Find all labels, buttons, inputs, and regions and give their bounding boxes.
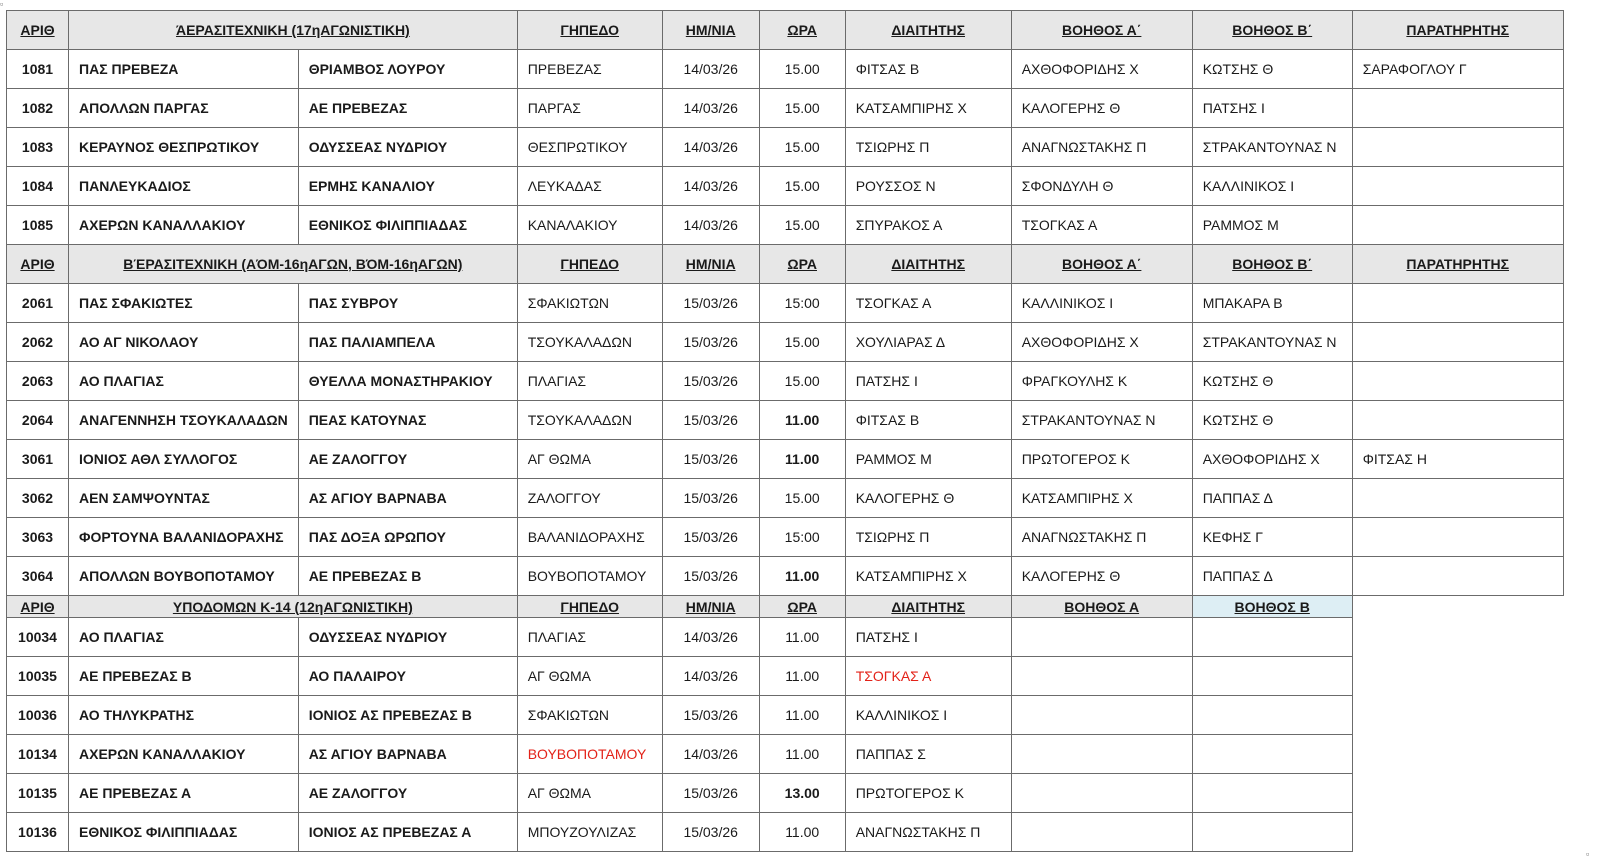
col-header-competition: ΒΈΡΑΣΙΤΕΧΝΙΚΗ (ΑΌΜ-16ηΑΓΩΝ, ΒΌΜ-16ηΑΓΩΝ)	[69, 245, 518, 284]
match-time: 11.00	[759, 618, 845, 657]
col-header-referee: ΔΙΑΙΤΗΤΗΣ	[845, 596, 1011, 618]
venue: ΑΓ ΘΩΜΑ	[517, 440, 662, 479]
observer	[1352, 323, 1563, 362]
referee: ΠΑΤΣΗΣ Ι	[845, 362, 1011, 401]
match-date: 14/03/26	[662, 657, 759, 696]
venue: ΠΡΕΒΕΖΑΣ	[517, 50, 662, 89]
venue: ΤΣΟΥΚΑΛΑΔΩΝ	[517, 323, 662, 362]
assistant-b: ΡΑΜΜΟΣ Μ	[1192, 206, 1352, 245]
observer	[1352, 479, 1563, 518]
empty-cell	[1352, 596, 1563, 618]
home-team: ΑΧΕΡΩΝ ΚΑΝΑΛΛΑΚΙΟΥ	[69, 735, 299, 774]
referee: ΤΣΟΓΚΑΣ Α	[845, 284, 1011, 323]
venue: ΠΑΡΓΑΣ	[517, 89, 662, 128]
assistant-a: ΑΧΘΟΦΟΡΙΔΗΣ Χ	[1011, 50, 1192, 89]
venue: ΣΦΑΚΙΩΤΩΝ	[517, 284, 662, 323]
match-number: 10135	[7, 774, 69, 813]
match-date: 14/03/26	[662, 206, 759, 245]
referee: ΤΣΙΩΡΗΣ Π	[845, 128, 1011, 167]
away-team: ΠΑΣ ΠΑΛΙΑΜΠΕΛΑ	[298, 323, 517, 362]
referee: ΧΟΥΛΙΑΡΑΣ Δ	[845, 323, 1011, 362]
home-team: ΑΟ ΠΛΑΓΙΑΣ	[69, 618, 299, 657]
observer: ΣΑΡΑΦΟΓΛΟΥ Γ	[1352, 50, 1563, 89]
home-team: ΑΧΕΡΩΝ ΚΑΝΑΛΛΑΚΙΟΥ	[69, 206, 299, 245]
col-header-assistant-b: ΒΟΗΘΟΣ Β΄	[1192, 245, 1352, 284]
away-team: ΑΕ ΠΡΕΒΕΖΑΣ Β	[298, 557, 517, 596]
assistant-b	[1192, 813, 1352, 852]
away-team: ΑΕ ΖΑΛΟΓΓΟΥ	[298, 440, 517, 479]
assistant-b: ΚΑΛΛΙΝΙΚΟΣ Ι	[1192, 167, 1352, 206]
match-date: 15/03/26	[662, 518, 759, 557]
match-time: 15.00	[759, 206, 845, 245]
col-header-venue: ΓΗΠΕΔΟ	[517, 11, 662, 50]
match-time: 11.00	[759, 813, 845, 852]
referee: ΠΑΠΠΑΣ Σ	[845, 735, 1011, 774]
match-number: 1084	[7, 167, 69, 206]
col-header-num: ΑΡΙΘ	[7, 11, 69, 50]
match-date: 15/03/26	[662, 440, 759, 479]
match-date: 15/03/26	[662, 696, 759, 735]
match-date: 15/03/26	[662, 401, 759, 440]
table-row	[7, 50, 1564, 89]
table-row	[7, 284, 1564, 323]
venue: ΑΓ ΘΩΜΑ	[517, 774, 662, 813]
venue: ΜΠΟΥΖΟΥΛΙΖΑΣ	[517, 813, 662, 852]
away-team: ΠΕΑΣ ΚΑΤΟΥΝΑΣ	[298, 401, 517, 440]
table-row	[7, 657, 1564, 696]
match-time: 11.00	[759, 440, 845, 479]
match-number: 2064	[7, 401, 69, 440]
assistant-a: ΦΡΑΓΚΟΥΛΗΣ Κ	[1011, 362, 1192, 401]
assistant-a	[1011, 618, 1192, 657]
observer	[1352, 518, 1563, 557]
col-header-time: ΩΡΑ	[759, 11, 845, 50]
match-time: 15.00	[759, 323, 845, 362]
away-team: ΑΣ ΑΓΙΟΥ ΒΑΡΝΑΒΑ	[298, 735, 517, 774]
away-team: ΑΕ ΖΑΛΟΓΓΟΥ	[298, 774, 517, 813]
home-team: ΑΕ ΠΡΕΒΕΖΑΣ Α	[69, 774, 299, 813]
away-team: ΙΟΝΙΟΣ ΑΣ ΠΡΕΒΕΖΑΣ Β	[298, 696, 517, 735]
away-team: ΘΥΕΛΛΑ ΜΟΝΑΣΤΗΡΑΚΙΟΥ	[298, 362, 517, 401]
match-date: 15/03/26	[662, 323, 759, 362]
observer	[1352, 284, 1563, 323]
assistant-b	[1192, 735, 1352, 774]
referee: ΠΑΤΣΗΣ Ι	[845, 618, 1011, 657]
venue: ΚΑΝΑΛΑΚΙΟΥ	[517, 206, 662, 245]
venue: ΠΛΑΓΙΑΣ	[517, 618, 662, 657]
match-date: 15/03/26	[662, 479, 759, 518]
home-team: ΦΟΡΤΟΥΝΑ ΒΑΛΑΝΙΔΟΡΑΧΗΣ	[69, 518, 299, 557]
home-team: ΑΟ ΑΓ ΝΙΚΟΛΑΟΥ	[69, 323, 299, 362]
referee: ΦΙΤΣΑΣ Β	[845, 50, 1011, 89]
match-time: 11.00	[759, 696, 845, 735]
match-date: 15/03/26	[662, 362, 759, 401]
empty-cell	[1352, 735, 1563, 774]
match-number: 3062	[7, 479, 69, 518]
col-header-num: ΑΡΙΘ	[7, 245, 69, 284]
home-team: ΑΕ ΠΡΕΒΕΖΑΣ Β	[69, 657, 299, 696]
table-row	[7, 774, 1564, 813]
home-team: ΠΑΝΛΕΥΚΑΔΙΟΣ	[69, 167, 299, 206]
table-row	[7, 440, 1564, 479]
table-row	[7, 401, 1564, 440]
referee: ΚΑΛΟΓΕΡΗΣ Θ	[845, 479, 1011, 518]
home-team: ΠΑΣ ΠΡΕΒΕΖΑ	[69, 50, 299, 89]
match-number: 3061	[7, 440, 69, 479]
assistant-b: ΚΩΤΣΗΣ Θ	[1192, 50, 1352, 89]
match-date: 14/03/26	[662, 128, 759, 167]
table-row	[7, 128, 1564, 167]
home-team: ΑΠΟΛΛΩΝ ΒΟΥΒΟΠΟΤΑΜΟΥ	[69, 557, 299, 596]
venue: ΣΦΑΚΙΩΤΩΝ	[517, 696, 662, 735]
fixtures-table	[6, 10, 1564, 852]
match-number: 10036	[7, 696, 69, 735]
away-team: ΑΟ ΠΑΛΑΙΡΟΥ	[298, 657, 517, 696]
assistant-a: ΣΤΡΑΚΑΝΤΟΥΝΑΣ Ν	[1011, 401, 1192, 440]
match-time: 15.00	[759, 50, 845, 89]
match-time: 15:00	[759, 518, 845, 557]
home-team: ΑΠΟΛΛΩΝ ΠΑΡΓΑΣ	[69, 89, 299, 128]
referee: ΡΟΥΣΣΟΣ Ν	[845, 167, 1011, 206]
observer	[1352, 362, 1563, 401]
empty-cell	[1352, 657, 1563, 696]
observer	[1352, 401, 1563, 440]
match-date: 14/03/26	[662, 89, 759, 128]
col-header-venue: ΓΗΠΕΔΟ	[517, 245, 662, 284]
match-time: 11.00	[759, 557, 845, 596]
referee: ΦΙΤΣΑΣ Β	[845, 401, 1011, 440]
col-header-num: ΑΡΙΘ	[7, 596, 69, 618]
match-time: 15.00	[759, 362, 845, 401]
table-row	[7, 362, 1564, 401]
empty-cell	[1352, 813, 1563, 852]
match-number: 1082	[7, 89, 69, 128]
match-number: 1081	[7, 50, 69, 89]
assistant-a	[1011, 813, 1192, 852]
match-date: 14/03/26	[662, 618, 759, 657]
match-number: 1083	[7, 128, 69, 167]
col-header-assistant-a: ΒΟΗΘΟΣ Α	[1011, 596, 1192, 618]
match-number: 1085	[7, 206, 69, 245]
sheet-corner-marker: ▫	[0, 0, 4, 9]
empty-cell	[1352, 618, 1563, 657]
referee: ΚΑΤΣΑΜΠΙΡΗΣ Χ	[845, 557, 1011, 596]
venue: ΤΣΟΥΚΑΛΑΔΩΝ	[517, 401, 662, 440]
col-header-referee: ΔΙΑΙΤΗΤΗΣ	[845, 245, 1011, 284]
match-number: 10134	[7, 735, 69, 774]
home-team: ΠΑΣ ΣΦΑΚΙΩΤΕΣ	[69, 284, 299, 323]
match-time: 15.00	[759, 89, 845, 128]
away-team: ΘΡΙΑΜΒΟΣ ΛΟΥΡΟΥ	[298, 50, 517, 89]
observer	[1352, 167, 1563, 206]
match-time: 15.00	[759, 128, 845, 167]
table-row	[7, 89, 1564, 128]
empty-cell	[1352, 774, 1563, 813]
table-row	[7, 735, 1564, 774]
assistant-b	[1192, 696, 1352, 735]
referee: ΚΑΤΣΑΜΠΙΡΗΣ Χ	[845, 89, 1011, 128]
section-1-header	[7, 11, 1564, 50]
col-header-date: ΗΜ/ΝΙΑ	[662, 596, 759, 618]
referee: ΣΠΥΡΑΚΟΣ Α	[845, 206, 1011, 245]
match-time: 11.00	[759, 401, 845, 440]
away-team: ΟΔΥΣΣΕΑΣ ΝΥΔΡΙΟΥ	[298, 128, 517, 167]
assistant-b: ΠΑΤΣΗΣ Ι	[1192, 89, 1352, 128]
assistant-b: ΠΑΠΠΑΣ Δ	[1192, 557, 1352, 596]
match-date: 15/03/26	[662, 774, 759, 813]
assistant-a: ΤΣΟΓΚΑΣ Α	[1011, 206, 1192, 245]
table-resize-handle[interactable]: ▫	[1586, 849, 1590, 859]
assistant-b: ΚΩΤΣΗΣ Θ	[1192, 401, 1352, 440]
venue: ΒΟΥΒΟΠΟΤΑΜΟΥ	[517, 735, 662, 774]
venue: ΘΕΣΠΡΩΤΙΚΟΥ	[517, 128, 662, 167]
away-team: ΕΘΝΙΚΟΣ ΦΙΛΙΠΠΙΑΔΑΣ	[298, 206, 517, 245]
col-header-assistant-b: ΒΟΗΘΟΣ Β	[1192, 596, 1352, 618]
assistant-a	[1011, 735, 1192, 774]
assistant-a: ΑΝΑΓΝΩΣΤΑΚΗΣ Π	[1011, 518, 1192, 557]
match-number: 2063	[7, 362, 69, 401]
assistant-b: ΣΤΡΑΚΑΝΤΟΥΝΑΣ Ν	[1192, 323, 1352, 362]
away-team: ΑΣ ΑΓΙΟΥ ΒΑΡΝΑΒΑ	[298, 479, 517, 518]
empty-cell	[1352, 696, 1563, 735]
section-3-header	[7, 596, 1564, 618]
home-team: ΚΕΡΑΥΝΟΣ ΘΕΣΠΡΩΤΙΚΟΥ	[69, 128, 299, 167]
table-row	[7, 696, 1564, 735]
match-time: 13.00	[759, 774, 845, 813]
home-team: ΑΝΑΓΕΝΝΗΣΗ ΤΣΟΥΚΑΛΑΔΩΝ	[69, 401, 299, 440]
assistant-b: ΣΤΡΑΚΑΝΤΟΥΝΑΣ Ν	[1192, 128, 1352, 167]
table-row	[7, 618, 1564, 657]
venue: ΛΕΥΚΑΔΑΣ	[517, 167, 662, 206]
match-time: 11.00	[759, 657, 845, 696]
assistant-b: ΜΠΑΚΑΡΑ Β	[1192, 284, 1352, 323]
referee: ΡΑΜΜΟΣ Μ	[845, 440, 1011, 479]
venue: ΒΑΛΑΝΙΔΟΡΑΧΗΣ	[517, 518, 662, 557]
col-header-referee: ΔΙΑΙΤΗΤΗΣ	[845, 11, 1011, 50]
match-number: 10136	[7, 813, 69, 852]
assistant-b: ΚΩΤΣΗΣ Θ	[1192, 362, 1352, 401]
venue: ΑΓ ΘΩΜΑ	[517, 657, 662, 696]
observer	[1352, 206, 1563, 245]
assistant-b	[1192, 657, 1352, 696]
away-team: ΙΟΝΙΟΣ ΑΣ ΠΡΕΒΕΖΑΣ Α	[298, 813, 517, 852]
observer	[1352, 89, 1563, 128]
assistant-b	[1192, 618, 1352, 657]
match-time: 15.00	[759, 479, 845, 518]
match-number: 2061	[7, 284, 69, 323]
assistant-b: ΚΕΦΗΣ Γ	[1192, 518, 1352, 557]
col-header-competition: ΥΠΟΔΟΜΩΝ Κ-14 (12ηΑΓΩΝΙΣΤΙΚΗ)	[69, 596, 518, 618]
observer	[1352, 557, 1563, 596]
assistant-a	[1011, 696, 1192, 735]
away-team: ΟΔΥΣΣΕΑΣ ΝΥΔΡΙΟΥ	[298, 618, 517, 657]
table-row	[7, 557, 1564, 596]
match-time: 15:00	[759, 284, 845, 323]
col-header-time: ΩΡΑ	[759, 596, 845, 618]
venue: ΒΟΥΒΟΠΟΤΑΜΟΥ	[517, 557, 662, 596]
table-row	[7, 813, 1564, 852]
assistant-b	[1192, 774, 1352, 813]
away-team: ΠΑΣ ΔΟΞΑ ΩΡΩΠΟΥ	[298, 518, 517, 557]
match-date: 14/03/26	[662, 735, 759, 774]
match-number: 2062	[7, 323, 69, 362]
col-header-observer: ΠΑΡΑΤΗΡΗΤΗΣ	[1352, 245, 1563, 284]
assistant-a	[1011, 657, 1192, 696]
match-number: 10034	[7, 618, 69, 657]
match-number: 3064	[7, 557, 69, 596]
venue: ΠΛΑΓΙΑΣ	[517, 362, 662, 401]
assistant-b: ΑΧΘΟΦΟΡΙΔΗΣ Χ	[1192, 440, 1352, 479]
col-header-assistant-a: ΒΟΗΘΟΣ Α΄	[1011, 11, 1192, 50]
table-row	[7, 167, 1564, 206]
match-date: 14/03/26	[662, 167, 759, 206]
referee: ΤΣΟΓΚΑΣ Α	[845, 657, 1011, 696]
assistant-a: ΚΑΤΣΑΜΠΙΡΗΣ Χ	[1011, 479, 1192, 518]
referee: ΤΣΙΩΡΗΣ Π	[845, 518, 1011, 557]
away-team: ΠΑΣ ΣΥΒΡΟΥ	[298, 284, 517, 323]
match-number: 3063	[7, 518, 69, 557]
table-row	[7, 518, 1564, 557]
referee: ΚΑΛΛΙΝΙΚΟΣ Ι	[845, 696, 1011, 735]
match-time: 15.00	[759, 167, 845, 206]
assistant-a	[1011, 774, 1192, 813]
col-header-competition: ΆΕΡΑΣΙΤΕΧΝΙΚΗ (17ηΑΓΩΝΙΣΤΙΚΗ)	[69, 11, 518, 50]
home-team: ΙΟΝΙΟΣ ΑΘΛ ΣΥΛΛΟΓΟΣ	[69, 440, 299, 479]
assistant-a: ΠΡΩΤΟΓΕΡΟΣ Κ	[1011, 440, 1192, 479]
section-2-header	[7, 245, 1564, 284]
table-row	[7, 206, 1564, 245]
match-time: 11.00	[759, 735, 845, 774]
assistant-a: ΑΧΘΟΦΟΡΙΔΗΣ Χ	[1011, 323, 1192, 362]
match-date: 15/03/26	[662, 813, 759, 852]
match-date: 15/03/26	[662, 284, 759, 323]
assistant-b: ΠΑΠΠΑΣ Δ	[1192, 479, 1352, 518]
table-row	[7, 479, 1564, 518]
assistant-a: ΣΦΟΝΔΥΛΗ Θ	[1011, 167, 1192, 206]
match-date: 15/03/26	[662, 557, 759, 596]
venue: ΖΑΛΟΓΓΟΥ	[517, 479, 662, 518]
referee: ΑΝΑΓΝΩΣΤΑΚΗΣ Π	[845, 813, 1011, 852]
away-team: ΑΕ ΠΡΕΒΕΖΑΣ	[298, 89, 517, 128]
match-date: 14/03/26	[662, 50, 759, 89]
match-number: 10035	[7, 657, 69, 696]
away-team: ΕΡΜΗΣ ΚΑΝΑΛΙΟΥ	[298, 167, 517, 206]
assistant-a: ΑΝΑΓΝΩΣΤΑΚΗΣ Π	[1011, 128, 1192, 167]
table-row	[7, 323, 1564, 362]
col-header-observer: ΠΑΡΑΤΗΡΗΤΗΣ	[1352, 11, 1563, 50]
home-team: ΑΕΝ ΣΑΜΨΟΥΝΤΑΣ	[69, 479, 299, 518]
observer: ΦΙΤΣΑΣ Η	[1352, 440, 1563, 479]
home-team: ΑΟ ΠΛΑΓΙΑΣ	[69, 362, 299, 401]
assistant-a: ΚΑΛΛΙΝΙΚΟΣ Ι	[1011, 284, 1192, 323]
col-header-assistant-b: ΒΟΗΘΟΣ Β΄	[1192, 11, 1352, 50]
referee: ΠΡΩΤΟΓΕΡΟΣ Κ	[845, 774, 1011, 813]
col-header-date: ΗΜ/ΝΙΑ	[662, 11, 759, 50]
col-header-time: ΩΡΑ	[759, 245, 845, 284]
home-team: ΕΘΝΙΚΟΣ ΦΙΛΙΠΠΙΑΔΑΣ	[69, 813, 299, 852]
col-header-assistant-a: ΒΟΗΘΟΣ Α΄	[1011, 245, 1192, 284]
col-header-date: ΗΜ/ΝΙΑ	[662, 245, 759, 284]
home-team: ΑΟ ΤΗΛΥΚΡΑΤΗΣ	[69, 696, 299, 735]
assistant-a: ΚΑΛΟΓΕΡΗΣ Θ	[1011, 557, 1192, 596]
col-header-venue: ΓΗΠΕΔΟ	[517, 596, 662, 618]
assistant-a: ΚΑΛΟΓΕΡΗΣ Θ	[1011, 89, 1192, 128]
observer	[1352, 128, 1563, 167]
